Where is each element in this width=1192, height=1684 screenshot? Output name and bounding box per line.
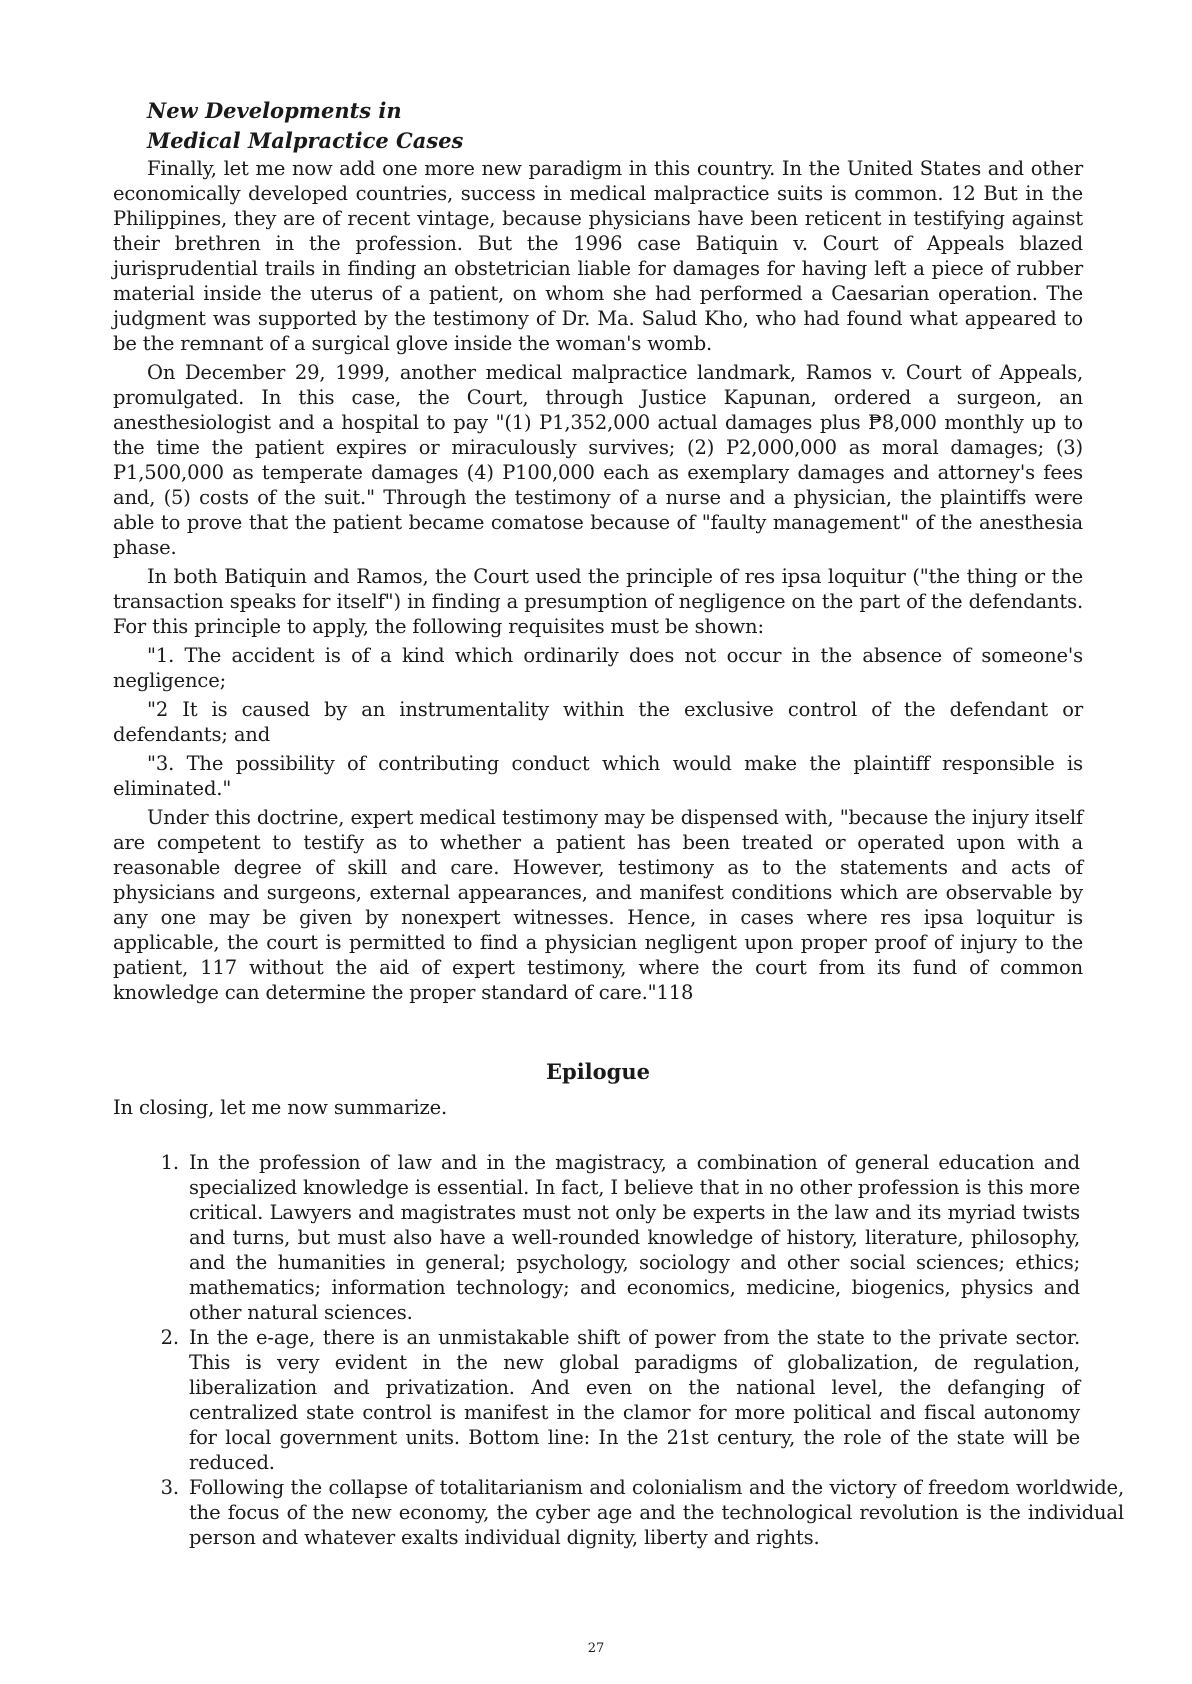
page-number: 27 (587, 1641, 605, 1656)
requisite-3: "3. The possibility of contributing conduct which would make the plaintiff responsible is eliminated." (113, 752, 1083, 800)
section-title-line-1: New Developments in (147, 98, 402, 123)
epilogue-title: Epilogue (546, 1059, 650, 1084)
page-content (113, 96, 1124, 1550)
epilogue-intro: In closing, let me now summarize. (113, 1096, 448, 1119)
paragraph-doctrine: Under this doctrine, expert medical testimony may be dispensed with, "because the injury itself are competent to testify as to whether a patient has been treated or operated upon with a reasonable degree of skill and care. However, testimony as to the statements and acts of physicians and surgeons, external appearances, and manifest conditions which are observable by any one may be given by nonexpert witnesses. Hence, in cases where res ipsa loquitur is applicable, the court is permitted to find a physician negligent upon proper proof of injury to the patient, 117 without the aid of expert testimony, where the court from its fund of common knowledge can determine the proper standard of care."118 (113, 806, 1083, 1004)
summary-list (113, 1150, 1124, 1550)
paragraph-batiquin: Finally, let me now add one more new paradigm in this country. In the United States and other economically developed countries, success in medical malpractice suits is common. 12 But in the Philippines, they are of recent vintage, because physicians have been reticent in testifying against their brethren in the profession. But the 1996 case Batiquin v. Court of Appeals blazed jurisprudential trails in finding an obstetrician liable for damages for having left a piece of rubber material inside the uterus of a patient, on whom she had performed a Caesarian operation. The judgment was supported by the testimony of Dr. Ma. Salud Kho, who had found what appeared to be the remnant of a surgical glove inside the woman's womb. (113, 157, 1083, 355)
summary-item: 1. In the profession of law and in the magistracy, a combination of general education and specialized knowledge is essential. In fact, I believe that in no other profession is this more critical. Lawyers and magistrates must not only be experts in the law and its myriad twists and turns, but must also have a well-rounded knowledge of history, literature, philosophy, and the humanities in general; psychology, sociology and other social sciences; ethics; mathematics; information technology; and economics, medicine, biogenics, physics and other natural sciences. (185, 1150, 1080, 1325)
summary-item: 2. In the e-age, there is an unmistakable shift of power from the state to the private sector. This is very evident in the new global paradigms of globalization, de regulation, liberalization and privatization. And even on the national level, the defanging of centralized state control is manifest in the clamor for more political and fiscal autonomy for local government units. Bottom line: In the 21st century, the role of the state will be reduced. (185, 1325, 1080, 1475)
paragraph-res-ipsa-loquitur: In both Batiquin and Ramos, the Court used the principle of res ipsa loquitur ("the thing or the transaction speaks for itself") in finding a presumption of negligence on the part of the defendants. For this principle to apply, the following requisites must be shown: (113, 565, 1083, 638)
paragraph-ramos: On December 29, 1999, another medical malpractice landmark, Ramos v. Court of Appeals, promulgated. In this case, the Court, through Justice Kapunan, ordered a surgeon, an anesthesiologist and a hospital to pay "(1) P1,352,000 actual damages plus ₱8,000 monthly up to the time the patient expires or miraculously survives; (2) P2,000,000 as moral damages; (3) P1,500,000 as temperate damages (4) P100,000 each as exemplary damages and attorney's fees and, (5) costs of the suit." Through the testimony of a nurse and a physician, the plaintiffs were able to prove that the patient became comatose because of "faulty management" of the anesthesia phase. (113, 361, 1083, 559)
requisite-1: "1. The accident is of a kind which ordinarily does not occur in the absence of someone's negligence; (113, 644, 1083, 692)
summary-item: 3. Following the collapse of totalitarianism and colonialism and the victory of freedom worldwide, the focus of the new economy, the cyber age and the technological revolution is the individual person and whatever exalts individual dignity, liberty and rights. (185, 1475, 1124, 1550)
section-title-line-2: Medical Malpractice Cases (147, 128, 464, 153)
requisite-2: "2 It is caused by an instrumentality within the exclusive control of the defendant or defendants; and (113, 698, 1083, 746)
